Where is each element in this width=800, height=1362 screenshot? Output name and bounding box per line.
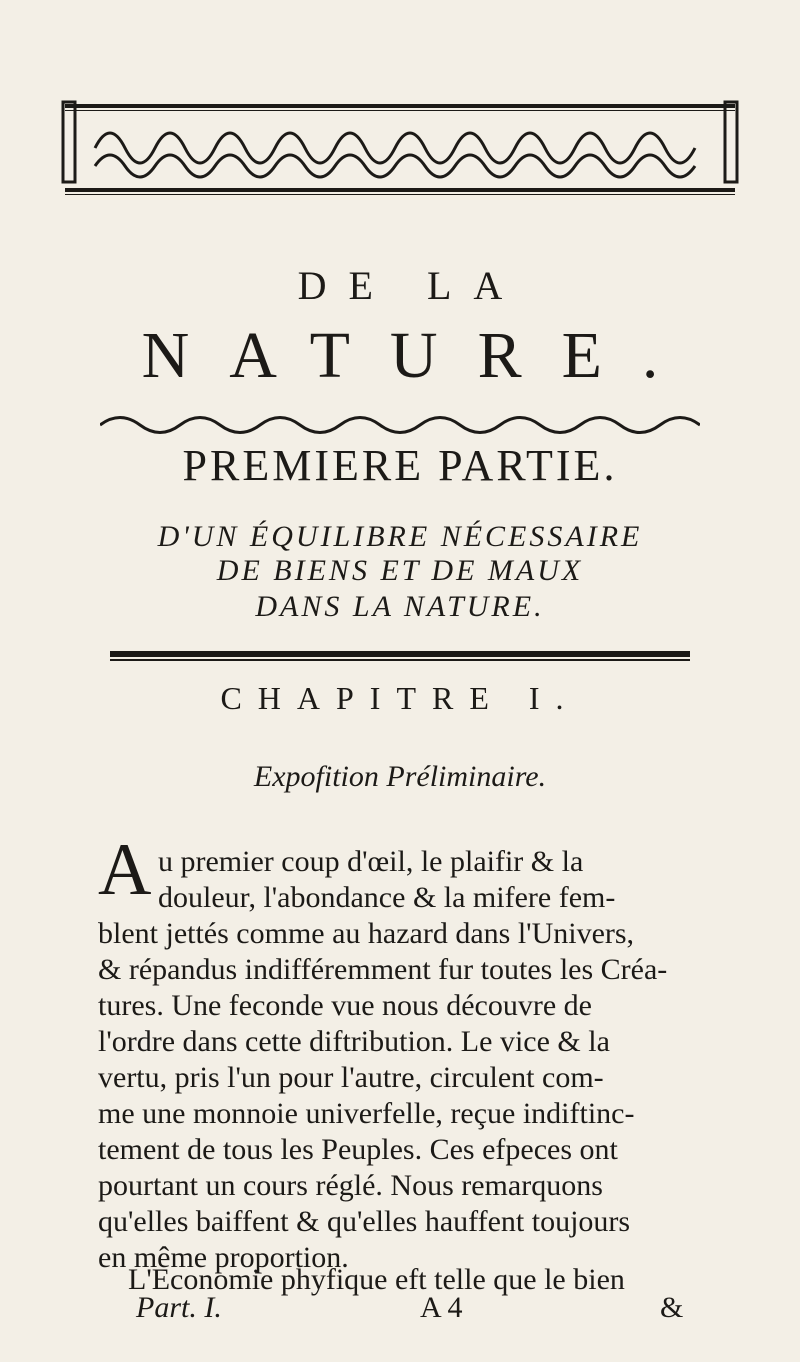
body-line: tures. Une feconde vue nous découvre de	[98, 989, 592, 1022]
body-line: me une monnoie univerfelle, reçue indiftinc-	[98, 1097, 635, 1130]
part-subtitle-line-1: D'UN ÉQUILIBRE NÉCESSAIRE	[157, 520, 643, 553]
body-line: u premier coup d'œil, le plaifir & la	[158, 845, 584, 878]
title-line-1: DE LA	[297, 263, 525, 308]
body-line: en même proportion.	[98, 1241, 349, 1274]
body-line: l'ordre dans cette diftribution. Le vice & la	[98, 1025, 610, 1058]
drop-cap: A	[98, 829, 152, 911]
body-line: pourtant un cours réglé. Nous remarquons	[98, 1169, 603, 1202]
chapter-title: CHAPITRE I.	[220, 680, 580, 716]
body-line: vertu, pris l'un pour l'autre, circulent com-	[98, 1061, 604, 1094]
body-line: qu'elles baiffent & qu'elles hauffent toujours	[98, 1205, 631, 1238]
part-title: PREMIERE PARTIE.	[182, 441, 618, 490]
footer-part-label: Part. I.	[136, 1291, 222, 1324]
footer-signature: A 4	[420, 1291, 463, 1324]
body-line: douleur, l'abondance & la mifere fem-	[158, 881, 616, 914]
footer-catchword: &	[660, 1291, 684, 1324]
headpiece-ornament	[55, 88, 745, 258]
decorative-band	[100, 410, 700, 440]
part-subtitle-line-2: DE BIENS ET DE MAUX	[216, 554, 584, 587]
chapter-subtitle: Expofition Préliminaire.	[253, 760, 547, 793]
body-line: tement de tous les Peuples. Ces efpeces ont	[98, 1133, 618, 1166]
title-line-2: NATURE.	[141, 319, 699, 392]
separator-rule	[110, 650, 690, 662]
body-line: blent jettés comme au hazard dans l'Univers,	[98, 917, 635, 950]
body-line: L'Economie phyfique eft telle que le bien	[128, 1263, 625, 1296]
part-subtitle-line-3: DANS LA NATURE.	[255, 590, 545, 623]
body-line: & répandus indifféremment fur toutes les Créa-	[98, 953, 668, 986]
